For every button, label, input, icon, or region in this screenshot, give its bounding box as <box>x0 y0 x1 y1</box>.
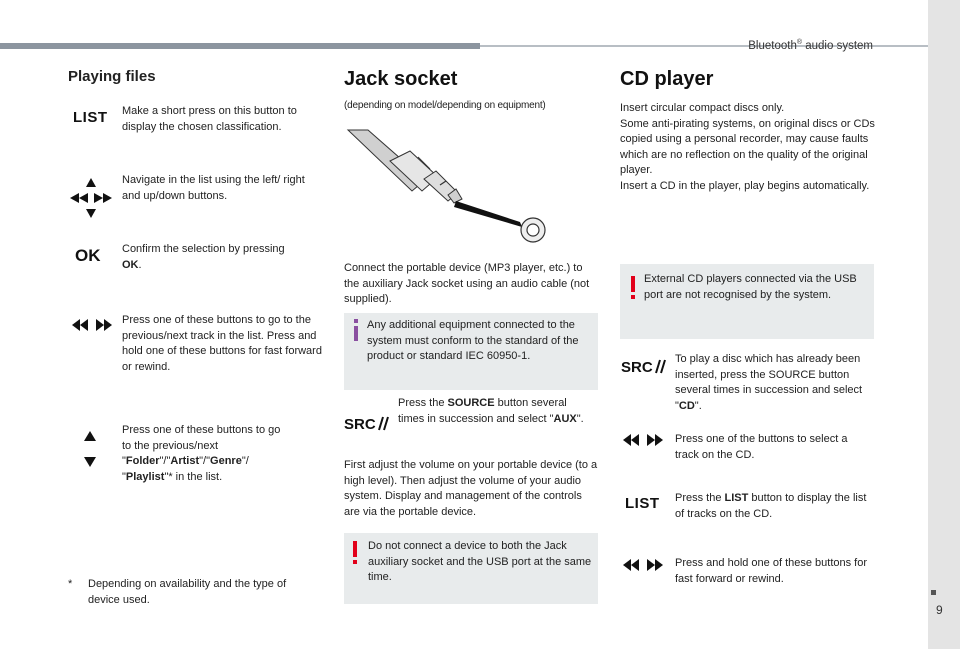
src-button-icon <box>344 414 390 432</box>
cd-list-text: Press the LIST button to display the list of tracks on the CD. <box>675 492 867 520</box>
list-button-description: Make a short press on this button to display the chosen classification. <box>122 105 297 133</box>
prev-next-description: Press one of these buttons to go to the previous/next track in the list. Press and hold one of these buttons for fast forward or rewind. <box>122 314 322 373</box>
list-button-label: LIST <box>73 109 108 126</box>
footnote-text: Depending on availability and the type of device used. <box>88 578 287 606</box>
connect-device-text: Connect the portable device (MP3 player, etc.) to the auxiliary Jack socket using an audio cable (not supplied). <box>344 262 590 305</box>
cd-fast-forward-text: Press and hold one of these buttons for fast forward or rewind. <box>675 557 868 585</box>
footnote-marker: * <box>68 578 73 590</box>
source-aux-text: Press the SOURCE button several times in succession and select "AUX". <box>398 397 584 425</box>
playing-files-heading: Playing files <box>68 68 156 85</box>
warning-note-text: Do not connect a device to both the Jack auxiliary socket and the USB port at the same time. <box>368 540 592 583</box>
cd-player-heading: CD player <box>620 68 714 90</box>
warning-icon <box>352 541 358 565</box>
track-select-arrows-icon <box>623 433 663 447</box>
navigate-arrows-icon <box>68 176 114 220</box>
cd-warning-box <box>620 264 874 339</box>
page-header-title: Bluetooth® audio system <box>748 39 873 52</box>
ok-button-label: OK <box>75 246 101 265</box>
info-icon <box>352 319 360 341</box>
page-marker <box>931 590 936 595</box>
warning-icon <box>630 276 636 300</box>
jack-plug-illustration <box>340 125 555 250</box>
src-button-icon <box>621 357 667 375</box>
jack-socket-heading: Jack socket <box>344 68 458 90</box>
warning-note-box <box>344 533 598 604</box>
navigate-description: Navigate in the list using the left/ right and up/down buttons. <box>122 174 305 202</box>
info-note-box <box>344 313 598 390</box>
folder-navigation-description: Press one of these buttons to go to the previous/next "Folder"/"Artist"/"Genre"/ "Playlist"* in the list. <box>122 424 281 483</box>
page-sidebar <box>928 0 960 649</box>
header-bar <box>0 43 480 49</box>
cd-track-select-text: Press one of the buttons to select a track on the CD. <box>675 433 848 461</box>
list-button-label: LIST <box>625 495 660 512</box>
src-label: SRC <box>621 359 653 375</box>
volume-adjust-text: First adjust the volume on your portable device (to a high level). Then adjust the volume of your audio system. Display and management of the controls are via the portable device. <box>344 459 598 518</box>
src-label: SRC <box>344 416 376 432</box>
jack-socket-subtitle: (depending on model/depending on equipment) <box>344 100 546 111</box>
fast-forward-rewind-icon <box>623 558 663 572</box>
page-number: 9 <box>936 603 943 617</box>
cd-warning-text: External CD players connected via the USB port are not recognised by the system. <box>644 273 857 301</box>
confirm-description: Confirm the selection by pressing OK. <box>122 243 285 271</box>
cd-insert-text: Insert circular compact discs only. Some anti-pirating systems, on original discs or CDs copied using a personal recorder, may cause faults which are no reflection on the quality of the original player. Insert a CD in the player, play begins automatically. <box>620 102 875 192</box>
up-down-arrows-icon <box>83 430 97 468</box>
info-note-text: Any additional equipment connected to the system must conform to the standard of the product or standard IEC 60950-1. <box>367 319 579 362</box>
prev-next-icon <box>72 318 112 332</box>
cd-source-text: To play a disc which has already been inserted, press the SOURCE button several times in succession and select "CD". <box>675 353 863 412</box>
